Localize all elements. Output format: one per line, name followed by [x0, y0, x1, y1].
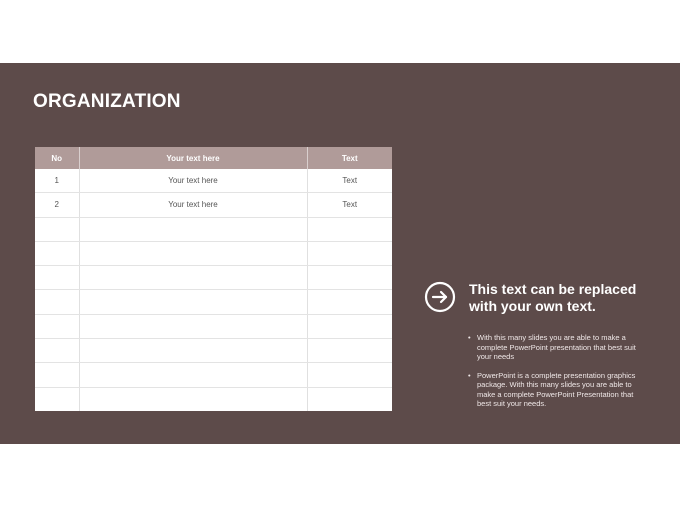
- table-cell: [307, 241, 392, 265]
- table-cell: 2: [35, 193, 79, 217]
- table-row: [35, 169, 392, 193]
- table-cell: [79, 314, 307, 338]
- table-cell: [35, 266, 79, 290]
- table-cell: [307, 387, 392, 411]
- table-header-row: [35, 147, 392, 169]
- table-row: [35, 241, 392, 265]
- slide: [0, 63, 680, 444]
- bullet-item: • PowerPoint is a complete presentation graphics package. With this many slides you are able to make a complete PowerPoint Presentation that best suit your needs.: [468, 371, 648, 409]
- table-cell: [35, 387, 79, 411]
- table-row: [35, 193, 392, 217]
- arrow-right-circle-icon: [424, 281, 456, 313]
- table-cell: [35, 217, 79, 241]
- table-row: [35, 339, 392, 363]
- table-cell: Your text here: [79, 193, 307, 217]
- table-cell: [307, 314, 392, 338]
- slide-title: ORGANIZATION: [33, 91, 181, 112]
- table-cell: [35, 363, 79, 387]
- table-row: [35, 314, 392, 338]
- header-text-here: Your text here: [79, 147, 307, 169]
- table-row: [35, 217, 392, 241]
- header-no: No: [35, 147, 79, 169]
- table-cell: [307, 217, 392, 241]
- table-cell: [307, 339, 392, 363]
- table-cell: Text: [307, 169, 392, 193]
- table-cell: [307, 266, 392, 290]
- table-cell: [79, 339, 307, 363]
- table-row: [35, 387, 392, 411]
- table-cell: Your text here: [79, 169, 307, 193]
- table-cell: [79, 290, 307, 314]
- table-cell: [35, 290, 79, 314]
- callout-headline: This text can be replaced with your own text.: [469, 281, 637, 314]
- table-row: [35, 290, 392, 314]
- table-cell: [35, 339, 79, 363]
- table-cell: [307, 363, 392, 387]
- table-row: [35, 363, 392, 387]
- table-row: [35, 266, 392, 290]
- table-cell: [79, 217, 307, 241]
- table-cell: [35, 314, 79, 338]
- table-cell: [307, 290, 392, 314]
- table-cell: [79, 363, 307, 387]
- table-cell: Text: [307, 193, 392, 217]
- header-text: Text: [307, 147, 392, 169]
- table-cell: [79, 266, 307, 290]
- bullet-item: • With this many slides you are able to make a complete PowerPoint presentation that best suit your needs: [468, 333, 648, 362]
- table-cell: [35, 241, 79, 265]
- table-cell: 1: [35, 169, 79, 193]
- table-cell: [79, 387, 307, 411]
- table-cell: [79, 241, 307, 265]
- callout-bullets: [468, 333, 648, 418]
- data-table: [35, 147, 392, 411]
